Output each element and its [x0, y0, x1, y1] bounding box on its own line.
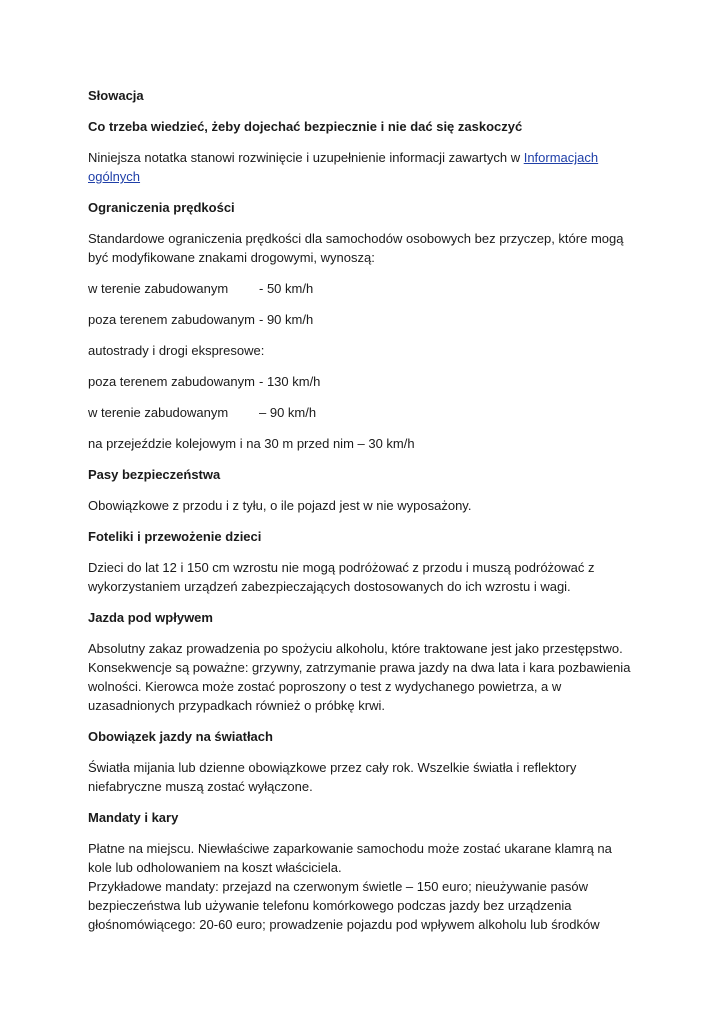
lights-text: Światła mijania lub dzienne obowiązkowe przez cały rok. Wszelkie światła i reflektory niefabryczne muszą zostać wyłączone.: [88, 760, 577, 794]
speed-row: [88, 279, 634, 298]
fines-text-2: Przykładowe mandaty: przejazd na czerwonym świetle – 150 euro; nieużywanie pasów bezpieczeństwa lub używanie telefonu komórkowego podczas jazdy bez urządzenia głośnomówiącego: 20-60 euro; prowadzenie pojazdu pod wpływem alkoholu lub środków: [88, 879, 600, 932]
speed-row-label: poza terenem zabudowanym: [88, 312, 255, 327]
speed-row-value: - 50 km/h: [259, 281, 314, 296]
speed-row-value: - 90 km/h: [259, 312, 314, 327]
motorway-speed-row: [88, 403, 634, 422]
intro-paragraph: [88, 148, 634, 186]
speed-intro: Standardowe ograniczenia prędkości dla samochodów osobowych bez przyczep, które mogą być modyfikowane znakami drogowymi, wynoszą:: [88, 231, 624, 265]
speed-row-value: – 90 km/h: [259, 405, 317, 420]
speed-row-label: w terenie zabudowanym: [88, 405, 229, 420]
children-text: Dzieci do lat 12 i 150 cm wzrostu nie mogą podróżować z przodu i muszą podróżować z wykorzystaniem urządzeń zabezpieczających dostosowanych do ich wzrostu i wagi.: [88, 560, 595, 594]
fines-text-1: Płatne na miejscu. Niewłaściwe zaparkowanie samochodu może zostać ukarane klamrą na kole lub odholowaniem na koszt właściciela.: [88, 841, 612, 875]
motorway-speed-row: [88, 372, 634, 391]
speed-row: [88, 310, 634, 329]
alcohol-heading: Jazda pod wpływem: [88, 610, 213, 625]
document-subtitle: Co trzeba wiedzieć, żeby dojechać bezpiecznie i nie dać się zaskoczyć: [88, 119, 523, 134]
children-heading: Foteliki i przewożenie dzieci: [88, 529, 262, 544]
belts-text: Obowiązkowe z przodu i z tyłu, o ile pojazd jest w nie wyposażony.: [88, 498, 472, 513]
lights-heading: Obowiązek jazdy na światłach: [88, 729, 273, 744]
speed-row-value: - 130 km/h: [259, 374, 321, 389]
speed-row-label: w terenie zabudowanym: [88, 281, 229, 296]
motorways-label: autostrady i drogi ekspresowe:: [88, 343, 265, 358]
railway-crossing-limit: na przejeździe kolejowym i na 30 m przed nim – 30 km/h: [88, 436, 415, 451]
alcohol-text: Absolutny zakaz prowadzenia po spożyciu alkoholu, które traktowane jest jako przestępstwo. Konsekwencje są poważne: grzywny, zatrzymanie prawa jazdy na dwa lata i kara pozbawienia wolności. Kierowca może zostać poproszony o test z wydychanego powietrza, a w uzasadnionych przypadkach również o próbkę krwi.: [88, 641, 631, 713]
fines-heading: Mandaty i kary: [88, 810, 179, 825]
belts-heading: Pasy bezpieczeństwa: [88, 467, 221, 482]
intro-text: Niniejsza notatka stanowi rozwinięcie i uzupełnienie informacji zawartych w: [88, 150, 521, 165]
speed-row-label: poza terenem zabudowanym: [88, 374, 255, 389]
general-info-link[interactable]: Informacjach ogólnych: [88, 150, 599, 184]
speed-heading: Ograniczenia prędkości: [88, 200, 235, 215]
document-title: Słowacja: [88, 88, 144, 103]
